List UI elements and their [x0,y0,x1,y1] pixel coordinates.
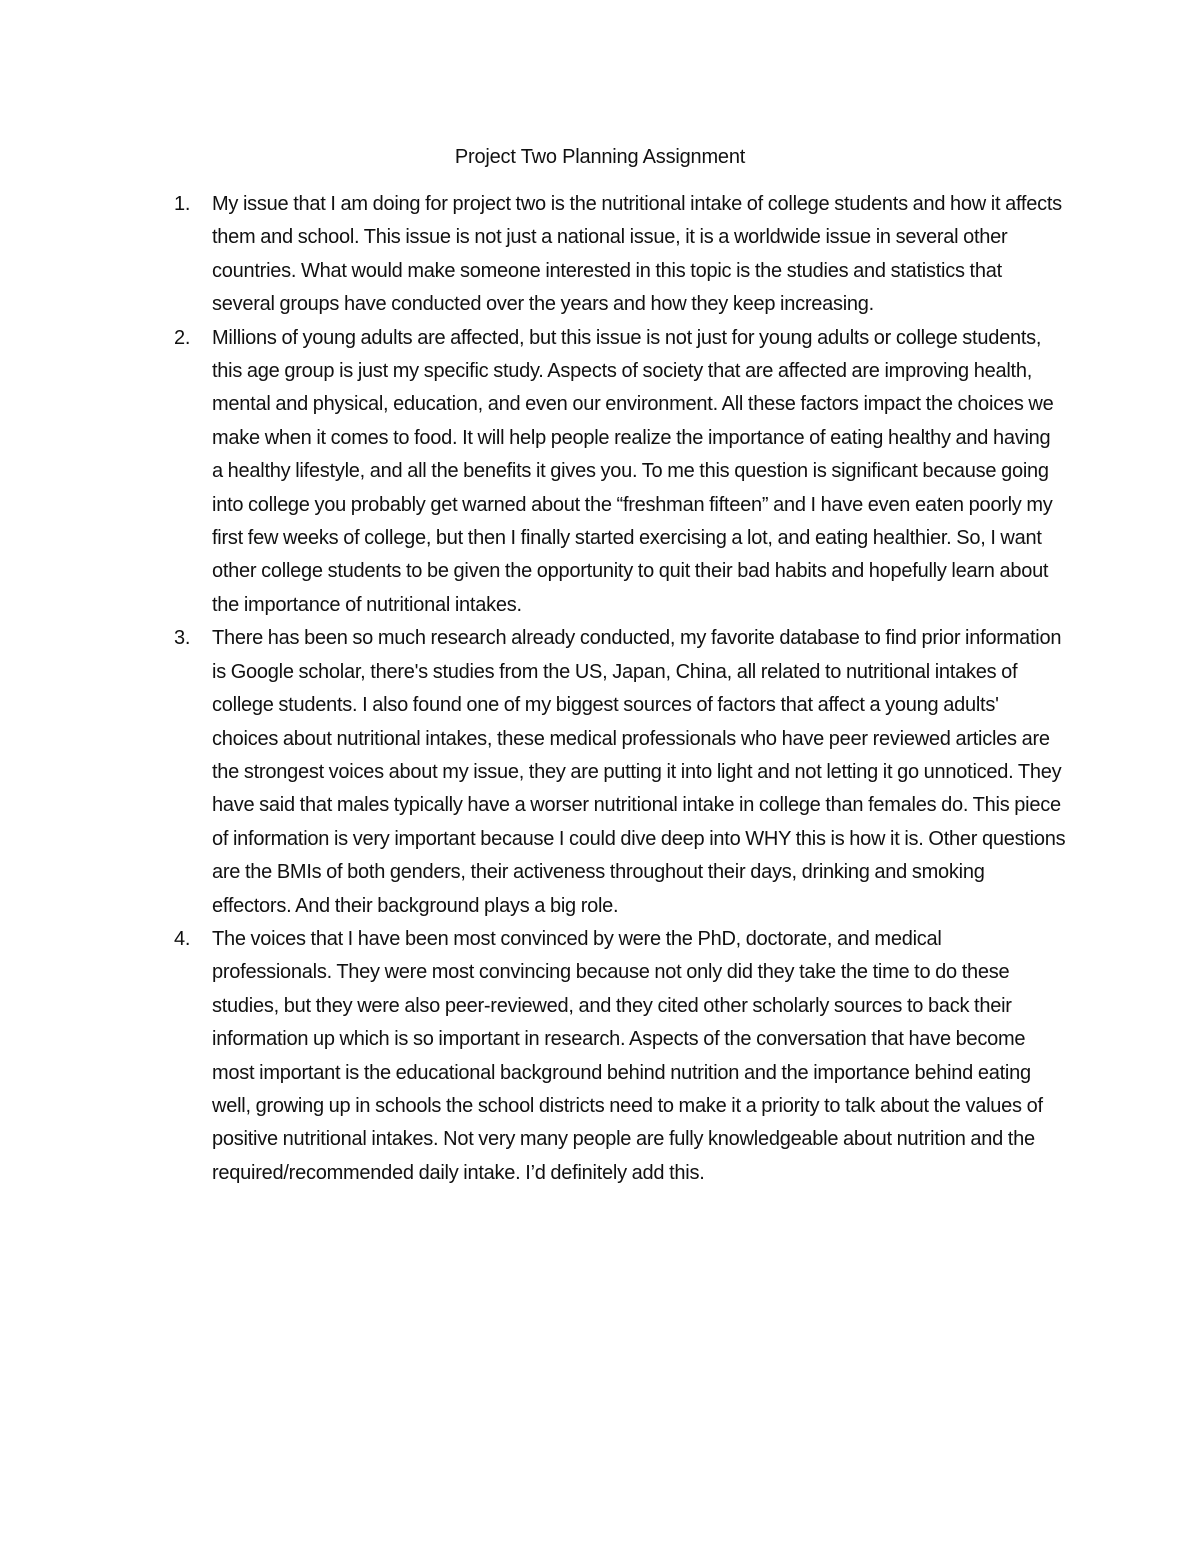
list-item-number: 1. [174,193,191,215]
document-title: Project Two Planning Assignment [454,146,746,168]
list-item [171,923,1066,1190]
list-item [171,622,1066,923]
list-item-number: 3. [174,627,191,650]
list-item-text: The voices that I have been most convinced by were the PhD, doctorate, and medical professionals. They were most convincing because not only did they take the time to do these studies, but they were also peer-reviewed, and they cited other scholarly sources to back their information up which is so important in research. Aspects of the conversation that have become most important is the educational background behind nutrition and the importance behind eating well, growing up in schools the school districts need to make it a priority to talk about the values of positive nutritional intakes. Not very many people are fully knowledgeable about nutrition and the required/recommended daily intake. I’d definitely add this. [212,927,1043,1184]
list-item-text: There has been so much research already conducted, my favorite database to find prior information is Google scholar, there's studies from the US, Japan, China, all related to nutritional intakes of college students. I also found one of my biggest sources of factors that affect a young adults' choices about nutritional intakes, these medical professionals who have peer reviewed articles are the strongest voices about my issue, they are putting it into light and not letting it go unnoticed. They have said that males typically have a worser nutritional intake in college than females do. This piece of information is very important because I could dive deep into WHY this is how it is. Other questions are the BMIs of both genders, their activeness throughout their days, drinking and smoking effectors. And their background plays a big role. [212,627,1066,917]
numbered-list [171,188,1066,1190]
list-item [171,322,1066,623]
list-item-number: 4. [174,927,191,950]
list-item-text: Millions of young adults are affected, but this issue is not just for young adults or college students, this age group is just my specific study. Aspects of society that are affected are improving health, mental and physical, education, and even our environment. All these factors impact the choices we make when it comes to food. It will help people realize the importance of eating healthy and having a healthy lifestyle, and all the benefits it gives you. To me this question is significant because going into college you probably get warned about the “freshman fifteen” and I have even eaten poorly my first few weeks of college, but then I finally started exercising a lot, and eating healthier. So, I want other college students to be given the opportunity to quit their bad habits and hopefully learn about the importance of nutritional intakes. [212,326,1054,616]
list-item-number: 2. [174,326,191,349]
list-item [171,188,1066,322]
list-item-text: My issue that I am doing for project two is the nutritional intake of college students and how it affects them and school. This issue is not just a national issue, it is a worldwide issue in several other countries. What would make someone interested in this topic is the studies and statistics that several groups have conducted over the years and how they keep increasing. [212,193,1062,316]
